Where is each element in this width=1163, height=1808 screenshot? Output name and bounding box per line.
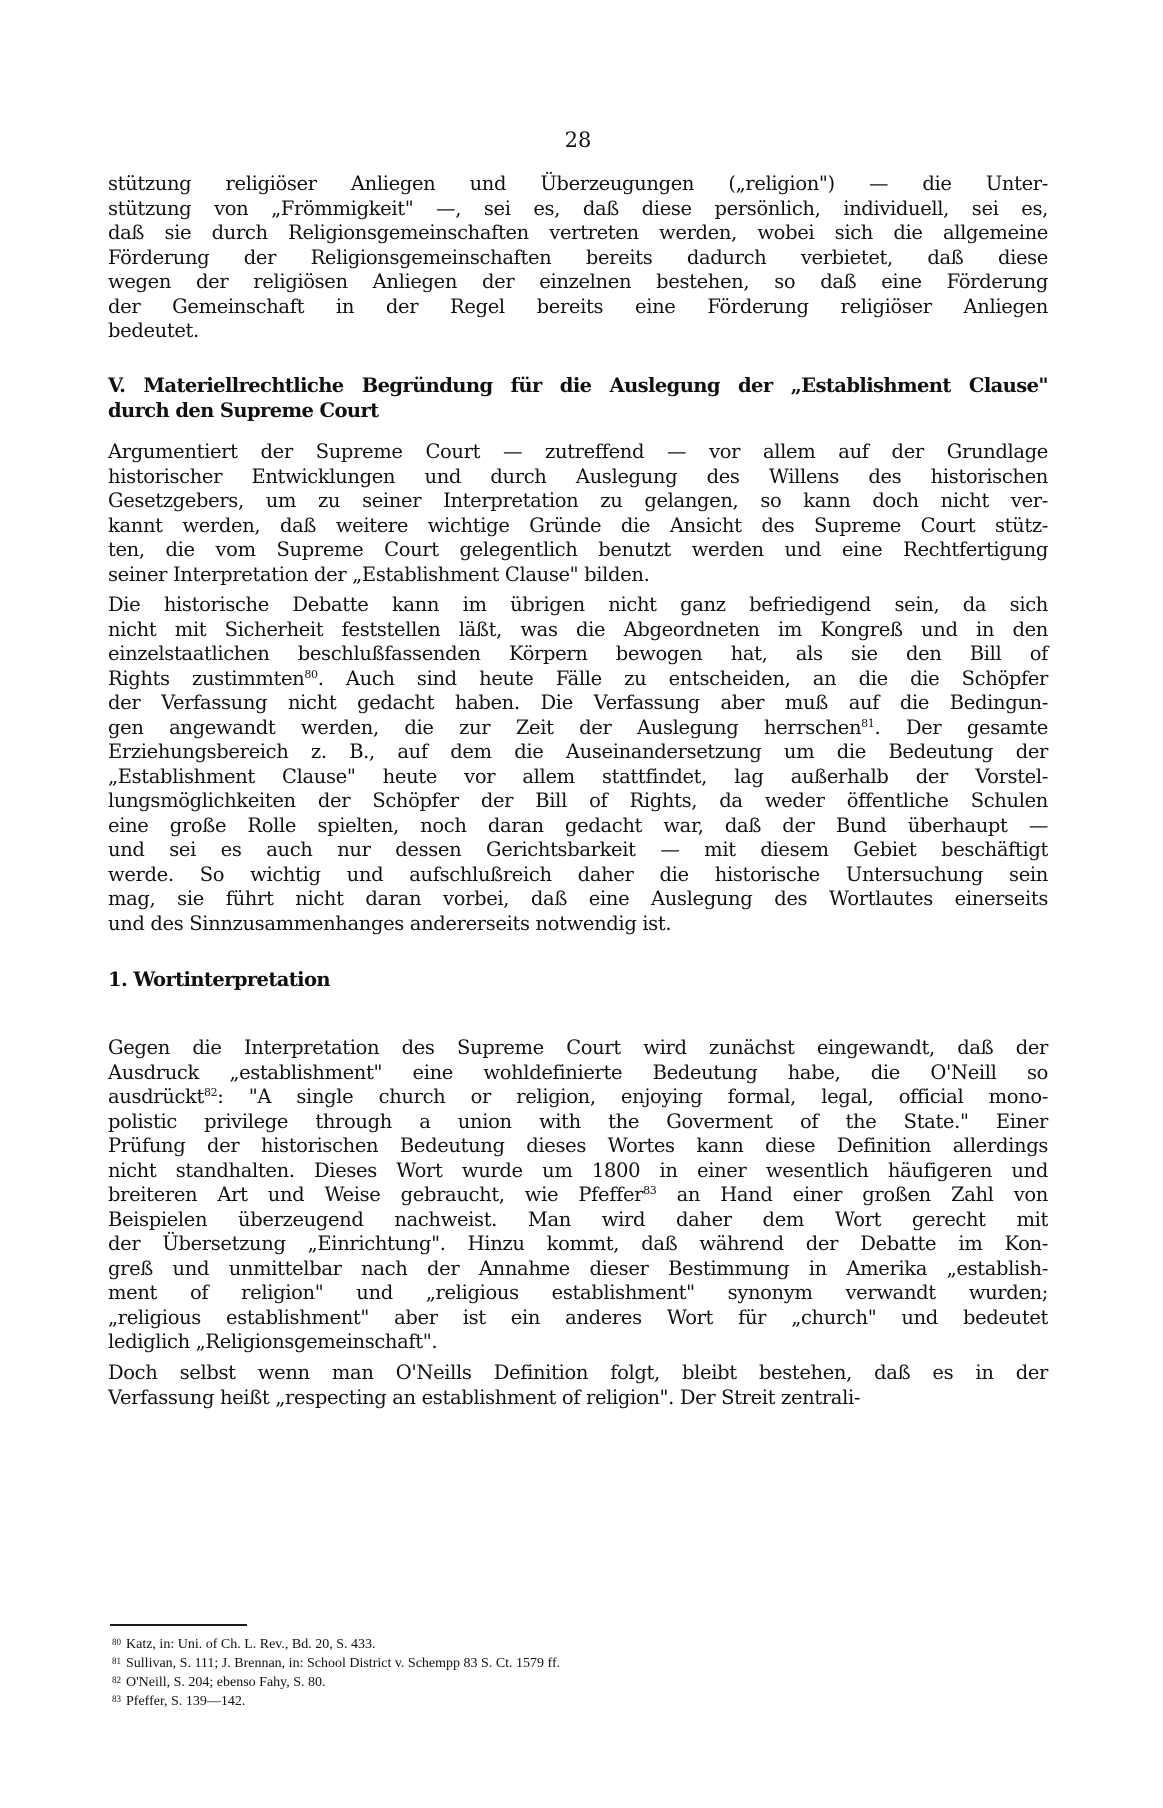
text-line: der Gemeinschaft in der Regel bereits eine Förderung religiöser Anliegen [108, 294, 1048, 318]
section-heading-v [108, 373, 1048, 423]
footnote-reference[interactable]: 80 [304, 667, 318, 681]
footnote-number: 81 [112, 1656, 121, 1666]
text-line: stützung religiöser Anliegen und Überzeugungen („religion") — die Unter- [108, 172, 1048, 195]
footnote-divider [110, 1624, 247, 1626]
text-line: daß sie durch Religionsgemeinschaften vertreten werden, wobei sich die allgemeine [108, 221, 1048, 244]
paragraph-continued [108, 172, 1048, 344]
paragraph-oneill-definition [108, 1361, 1048, 1410]
footnote-number: 82 [112, 1675, 121, 1685]
text-line: und des Sinnzusammenhanges andererseits notwendig ist. [108, 911, 672, 935]
text-line: kannt werden, daß weitere wichtige Gründe die Ansicht des Supreme Court stütz- [108, 513, 1048, 537]
text-line: Gesetzgebers, um zu seiner Interpretation zu gelangen, so kann doch nicht ver- [108, 489, 1048, 512]
text-line: wegen der religiösen Anliegen der einzelnen bestehen, so daß eine Förderung [108, 270, 1048, 293]
footnote-text: Katz, in: Uni. of Ch. L. Rev., Bd. 20, S. 433. [126, 1637, 376, 1652]
text-line: stützung von „Frömmigkeit" —, sei es, daß diese persönlich, individuell, sei es, [108, 196, 1048, 220]
text-line: seiner Interpretation der „Establishment Clause" bilden. [108, 562, 650, 586]
text-line: Verfassung heißt „respecting an establishment of religion". Der Streit zentrali- [108, 1385, 861, 1409]
text-line: einzelstaatlichen beschlußfassenden Körpern bewogen hat, als sie den Bill of [108, 642, 1048, 665]
footnote-83 [112, 1691, 560, 1710]
text-line: historischer Entwicklungen und durch Auslegung des Willens des historischen [108, 464, 1048, 488]
paragraph-historical-debate [108, 593, 1048, 936]
footnote-81 [112, 1653, 560, 1672]
footnote-text: O'Neill, S. 204; ebenso Fahy, S. 80. [126, 1675, 326, 1690]
text-line: bedeutet. [108, 319, 199, 342]
text-line: Erziehungsbereich z. B., auf dem die Auseinandersetzung um die Bedeutung der [108, 740, 1048, 763]
paragraph-supreme-court-argument [108, 440, 1048, 587]
footnote-reference[interactable]: 82 [203, 1086, 218, 1099]
text-line: ten, die vom Supreme Court gelegentlich benutzt werden und eine Rechtfertigung [108, 538, 1048, 561]
footnote-reference[interactable]: 81 [861, 716, 875, 730]
footnote-80 [112, 1634, 560, 1653]
text-line: polistic privilege through a union with the Goverment of the State." Einer [108, 1109, 1048, 1133]
text-line: Argumentiert der Supreme Court — zutreffend — vor allem auf der Grundlage [108, 440, 1048, 463]
text-line: ausdrückt$^{82}$: "A single church or religion, enjoying formal, legal, official mono- [108, 1085, 1048, 1108]
footnote-reference[interactable]: 83 [643, 1184, 657, 1197]
footnote-number: 83 [112, 1694, 121, 1704]
text-line: der Übersetzung „Einrichtung". Hinzu kommt, daß während der Debatte im Kon- [108, 1232, 1048, 1255]
text-line: und sei es auch nur dessen Gerichtsbarkeit — mit diesem Gebiet beschäftigt [108, 838, 1048, 861]
page-number: 28 [564, 128, 592, 152]
text-line: V. Materiellrechtliche Begründung für die Auslegung der „Establishment Clause" [108, 374, 1048, 397]
text-line: durch den Supreme Court [108, 399, 379, 422]
text-line: Gegen die Interpretation des Supreme Court wird zunächst eingewandt, daß der [108, 1036, 1048, 1059]
paragraph-establishment-meaning [108, 1036, 1048, 1355]
text-line: „religious establishment" aber ist ein anderes Wort für „church" und bedeutet [108, 1305, 1048, 1329]
text-line: breiteren Art und Weise gebraucht, wie Pfeffer$^{83}$ an Hand einer großen Zahl von [108, 1183, 1048, 1206]
text-line: Beispielen überzeugend nachweist. Man wird daher dem Wort gerecht mit [108, 1207, 1048, 1231]
text-line: lediglich „Religionsgemeinschaft". [108, 1330, 438, 1353]
text-line: Rights zustimmten$^{80}$. Auch sind heute Fälle zu entscheiden, an die die Schöpfer [108, 666, 1048, 690]
footnote-number: 80 [112, 1637, 121, 1647]
text-line: nicht standhalten. Dieses Wort wurde um 1800 in einer wesentlich häufigeren und [108, 1158, 1048, 1182]
text-line: werde. So wichtig und aufschlußreich daher die historische Untersuchung sein [108, 862, 1048, 886]
text-line: Die historische Debatte kann im übrigen nicht ganz befriedigend sein, da sich [108, 593, 1048, 616]
text-line: greß und unmittelbar nach der Annahme dieser Bestimmung in Amerika „establish- [108, 1256, 1048, 1280]
text-line: mag, sie führt nicht daran vorbei, daß eine Auslegung des Wortlautes einerseits [108, 887, 1048, 910]
text-line: gen angewandt werden, die zur Zeit der Auslegung herrschen$^{81}$. Der gesamte [108, 715, 1048, 739]
text-line: Förderung der Religionsgemeinschaften bereits dadurch verbietet, daß diese [108, 245, 1048, 269]
text-line: ment of religion" und „religious establishment" synonym verwandt wurden; [108, 1281, 1048, 1304]
footnote-text: Pfeffer, S. 139—142. [126, 1694, 246, 1709]
text-line: eine große Rolle spielten, noch daran gedacht war, daß der Bund überhaupt — [108, 813, 1048, 837]
text-line: Prüfung der historischen Bedeutung dieses Wortes kann diese Definition allerdings [108, 1134, 1048, 1157]
footnote-82 [112, 1672, 560, 1691]
text-line: „Establishment Clause" heute vor allem stattfindet, lag außerhalb der Vorstel- [108, 764, 1048, 788]
text-line: der Verfassung nicht gedacht haben. Die Verfassung aber muß auf die Bedingun- [108, 691, 1048, 714]
text-line: lungsmöglichkeiten der Schöpfer der Bill of Rights, da weder öffentliche Schulen [108, 789, 1048, 812]
text-line: Ausdruck „establishment" eine wohldefinierte Bedeutung habe, die O'Neill so [108, 1060, 1048, 1084]
text-line: Doch selbst wenn man O'Neills Definition folgt, bleibt bestehen, daß es in der [108, 1361, 1048, 1384]
footnotes [112, 1634, 560, 1710]
subsection-heading-wortinterpretation: 1. Wortinterpretation [108, 968, 330, 991]
text-line: nicht mit Sicherheit feststellen läßt, was die Abgeordneten im Kongreß und in den [108, 617, 1048, 641]
footnote-text: Sullivan, S. 111; J. Brennan, in: School District v. Schempp 83 S. Ct. 1579 ff. [126, 1656, 561, 1671]
